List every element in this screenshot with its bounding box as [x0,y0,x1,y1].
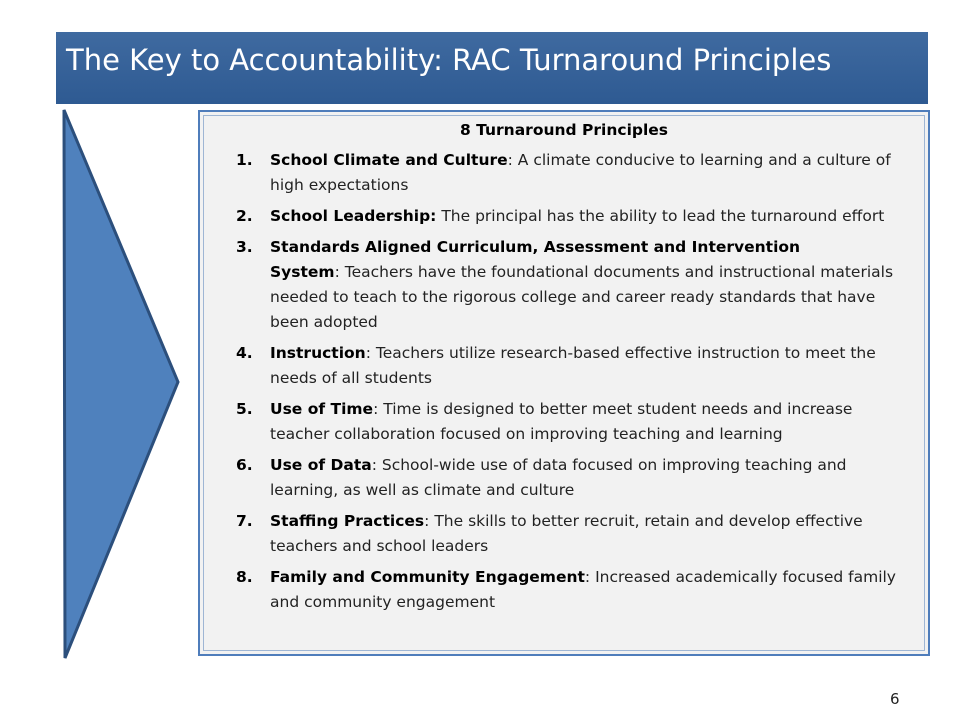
principle-item [236,341,900,391]
principle-description: The principal has the ability to lead the turnaround effort [441,207,885,225]
principle-name: Family and Community Engagement [270,568,585,586]
principle-item [236,204,900,229]
principle-number: 1. [236,151,253,169]
principle-description: A climate conducive to learning and a culture of high expectations [270,151,891,194]
slide-title: The Key to Accountability: RAC Turnaround Principles [66,43,832,77]
principle-item [236,148,900,198]
principle-item [236,235,900,335]
chevron-arrow-shape [60,108,184,664]
principle-name: Instruction [270,344,366,362]
principle-name: Standards Aligned Curriculum, Assessment and Intervention System [270,238,801,281]
principle-name: Use of Data [270,456,372,474]
principle-name: Use of Time [270,400,374,418]
page-number: 6 [890,690,900,708]
principle-separator: : [584,568,596,586]
principle-number: 2. [236,207,253,225]
principle-separator: : [507,151,518,169]
principle-separator: : [334,263,345,281]
principle-separator: : [365,344,376,362]
principle-item [236,565,900,615]
principle-description: The skills to better recruit, retain and develop effective teachers and school leaders [270,512,863,555]
principle-item [236,453,900,503]
principle-item [236,509,900,559]
principle-description: Teachers have the foundational documents and instructional materials needed to teach to the rigorous college and career ready standards that have been adopted [270,263,894,331]
principle-number: 6. [236,456,253,474]
principle-name: School Leadership: [270,207,437,225]
principle-description: School-wide use of data focused on improving teaching and learning, as well as climate and culture [270,456,847,499]
principle-description: Teachers utilize research-based effective instruction to meet the needs of all students [270,344,876,387]
principle-number: 4. [236,344,253,362]
principle-number: 8. [236,568,253,586]
principle-name: Staffing Practices [270,512,425,530]
title-bar [56,32,928,104]
principle-separator: : [371,456,382,474]
principle-description: Increased academically focused family and community engagement [270,568,896,611]
principle-number: 7. [236,512,253,530]
principle-separator: : [424,512,435,530]
principle-description: Time is designed to better meet student needs and increase teacher collaboration focused on improving teaching and learning [270,400,853,443]
principle-separator: : [373,400,384,418]
principles-heading: 8 Turnaround Principles [459,121,669,139]
principle-number: 3. [236,238,253,256]
principles-box [198,110,930,656]
principle-name: School Climate and Culture [270,151,508,169]
principle-item [236,397,900,447]
principles-list [236,148,900,621]
principle-number: 5. [236,400,253,418]
